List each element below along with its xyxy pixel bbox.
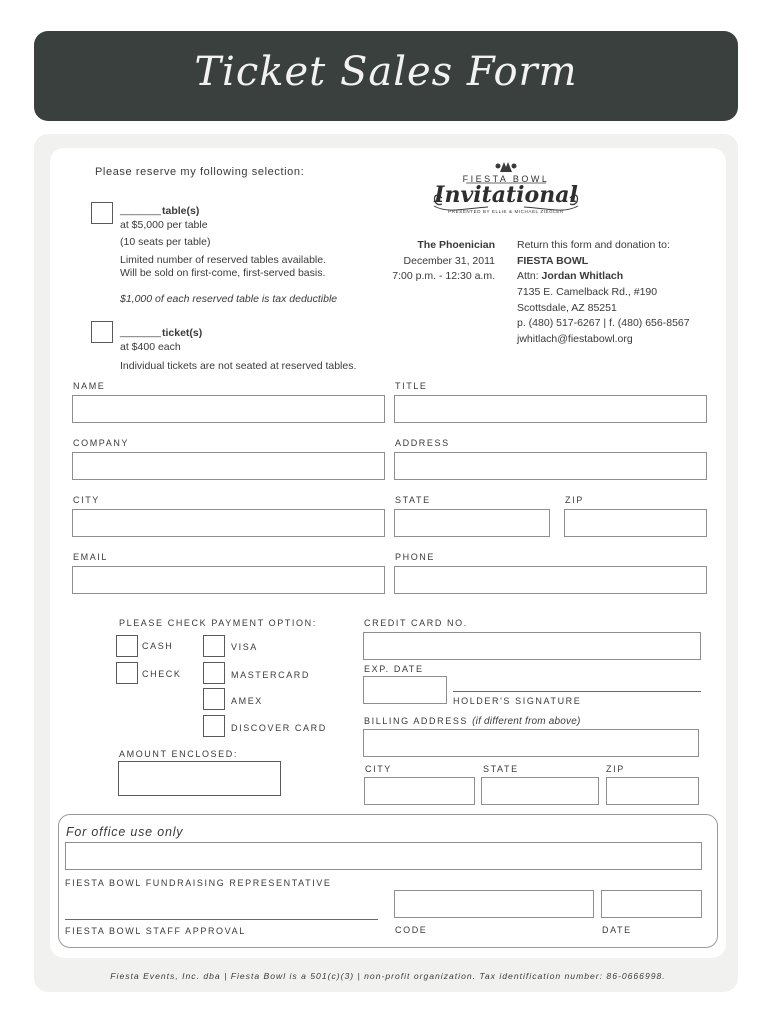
table-label: table(s) (162, 205, 200, 217)
discover-checkbox[interactable] (203, 715, 225, 737)
credit-card-field[interactable] (363, 632, 701, 660)
billing-address-field[interactable] (363, 729, 699, 757)
exp-date-label: EXP. DATE (364, 664, 424, 674)
return-attn-name: Jordan Whitlach (541, 270, 624, 282)
holder-signature-line[interactable] (453, 691, 701, 692)
title-label: TITLE (395, 381, 428, 391)
visa-checkbox[interactable] (203, 635, 225, 657)
ticket-price: at $400 each (120, 341, 181, 353)
cash-checkbox[interactable] (116, 635, 138, 657)
state-label: STATE (395, 495, 431, 505)
logo-main-text: Invitational (434, 182, 578, 208)
logo-top-text: FIESTA BOWL (462, 174, 550, 184)
billing-city-field[interactable] (364, 777, 475, 805)
return-intro: Return this form and donation to: (517, 239, 670, 251)
billing-address-text: BILLING ADDRESS (364, 716, 469, 726)
zip-label: ZIP (565, 495, 584, 505)
event-time: 7:00 p.m. - 12:30 a.m. (392, 270, 495, 282)
company-label: COMPANY (73, 438, 130, 448)
cash-label: CASH (142, 641, 174, 651)
event-date: December 31, 2011 (403, 255, 495, 267)
header-banner (34, 31, 738, 121)
form-title: Ticket Sales Form (194, 49, 578, 95)
table-limit-line2: Will be sold on first-come, first-served basis. (120, 267, 326, 279)
mastercard-label: MASTERCARD (231, 670, 311, 680)
address-field[interactable] (394, 452, 707, 480)
ticket-label: ticket(s) (162, 327, 203, 339)
title-field[interactable] (394, 395, 707, 423)
return-street: 7135 E. Camelback Rd., #190 (517, 286, 658, 298)
logo-sub-text: PRESENTED BY ELLIE & MICHAEL ZIEGLER (448, 209, 564, 214)
table-seats: (10 seats per table) (120, 236, 211, 248)
name-field[interactable] (72, 395, 385, 423)
table-quantity-blank: _______ (120, 204, 161, 216)
company-field[interactable] (72, 452, 385, 480)
phone-label: PHONE (395, 552, 436, 562)
fiesta-bowl-invitational-logo (428, 158, 584, 222)
event-venue: The Phoenician (417, 239, 495, 251)
staff-approval-label: FIESTA BOWL STAFF APPROVAL (65, 926, 246, 936)
check-label: CHECK (142, 669, 182, 679)
return-attn (517, 270, 623, 282)
credit-card-label: CREDIT CARD NO. (364, 618, 468, 628)
table-price: at $5,000 per table (120, 219, 208, 231)
phone-field[interactable] (394, 566, 707, 594)
billing-state-field[interactable] (481, 777, 599, 805)
billing-zip-field[interactable] (606, 777, 699, 805)
billing-address-label (364, 716, 581, 727)
return-email: jwhitlach@fiestabowl.org (517, 333, 633, 345)
amex-label: AMEX (231, 696, 263, 706)
table-checkbox[interactable] (91, 202, 113, 224)
email-label: EMAIL (73, 552, 109, 562)
return-attn-prefix: Attn: (517, 270, 542, 282)
check-checkbox[interactable] (116, 662, 138, 684)
office-date-field[interactable] (601, 890, 702, 918)
payment-option-header: PLEASE CHECK PAYMENT OPTION: (119, 618, 317, 628)
staff-approval-line[interactable] (65, 919, 378, 920)
selection-intro: Please reserve my following selection: (95, 166, 305, 178)
office-code-field[interactable] (394, 890, 594, 918)
ticket-checkbox[interactable] (91, 321, 113, 343)
office-rep-field[interactable] (65, 842, 702, 870)
table-tax-note: $1,000 of each reserved table is tax deductible (120, 293, 338, 305)
ticket-quantity-blank: _______ (120, 326, 161, 338)
amount-enclosed-field[interactable] (118, 761, 281, 796)
exp-date-field[interactable] (363, 676, 447, 704)
office-date-label: DATE (602, 925, 632, 935)
billing-city-label: CITY (365, 764, 392, 774)
billing-zip-label: ZIP (606, 764, 625, 774)
email-field[interactable] (72, 566, 385, 594)
footer-note: Fiesta Events, Inc. dba | Fiesta Bowl is a 501(c)(3) | non-profit organization. Tax identification number: 86-0666998. (110, 971, 666, 981)
ticket-note: Individual tickets are not seated at reserved tables. (120, 360, 357, 372)
holder-signature-label: HOLDER'S SIGNATURE (453, 696, 582, 706)
discover-label: DISCOVER CARD (231, 723, 327, 733)
amex-checkbox[interactable] (203, 688, 225, 710)
zip-field[interactable] (564, 509, 707, 537)
office-use-header: For office use only (66, 825, 184, 839)
amount-enclosed-label: AMOUNT ENCLOSED: (119, 749, 238, 759)
city-label: CITY (73, 495, 100, 505)
mastercard-checkbox[interactable] (203, 662, 225, 684)
city-field[interactable] (72, 509, 385, 537)
office-rep-label: FIESTA BOWL FUNDRAISING REPRESENTATIVE (65, 878, 332, 888)
return-city: Scottsdale, AZ 85251 (517, 302, 617, 314)
visa-label: VISA (231, 642, 258, 652)
return-phone: p. (480) 517-6267 | f. (480) 656-8567 (517, 317, 690, 329)
name-label: NAME (73, 381, 106, 391)
state-field[interactable] (394, 509, 550, 537)
return-org: FIESTA BOWL (517, 255, 589, 267)
billing-state-label: STATE (483, 764, 519, 774)
table-limit-line1: Limited number of reserved tables available. (120, 254, 327, 266)
office-code-label: CODE (395, 925, 428, 935)
address-label: ADDRESS (395, 438, 450, 448)
billing-address-note: (if different from above) (472, 716, 581, 727)
